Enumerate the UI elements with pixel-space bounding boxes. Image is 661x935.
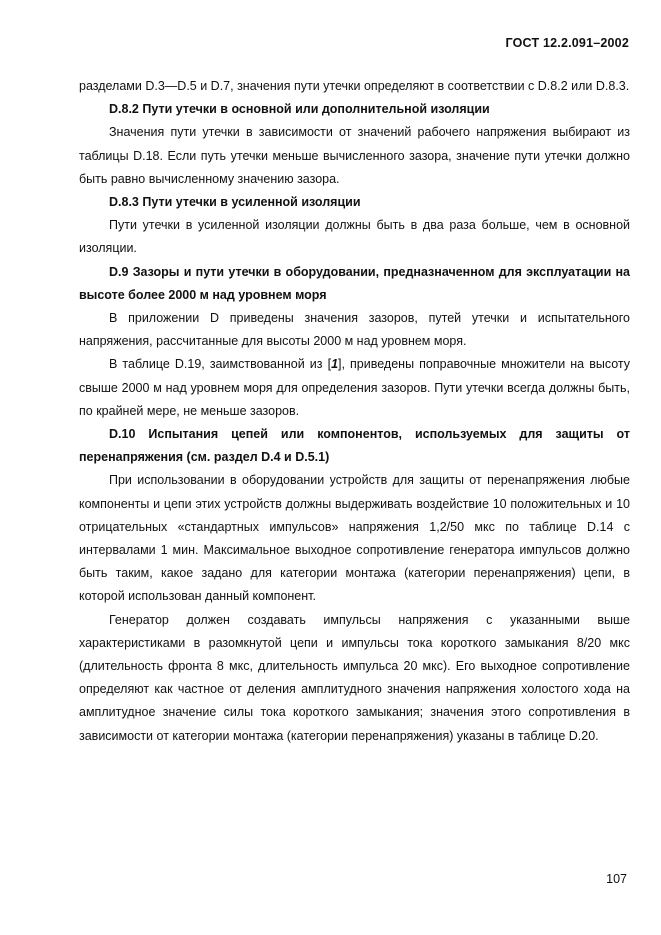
section-title: Испытания цепей или компонентов, используемых для защиты от перенапряжения (см. раздел D.4 и D.5.1) [79,427,630,465]
paragraph: В приложении D приведены значения зазоров, путей утечки и испытательного напряжения, рассчитанные для высоты 2000 м над уровнем моря. [79,311,630,349]
document-body [79,75,630,748]
section-title: Пути утечки в усиленной изоляции [142,195,361,210]
section-number: D.8.2 [109,102,139,117]
bibliography-reference: 1 [331,357,339,372]
document-header: ГОСТ 12.2.091–2002 [505,36,629,50]
section-heading-d10 [79,423,630,469]
paragraph: Генератор должен создавать импульсы напряжения с указанными выше характеристиками в разомкнутой цепи и импульсы тока короткого замыкания 8/20 мкс (длительность фронта 8 мкс, длительность импульса 20 мкс). Его выходное сопротивление определяют как частное от деления амплитудного значения напряжения холостого хода на амплитудное значение силы тока короткого замыкания; значения этого сопротивления в зависимости от категории монтажа (категории перенапряжения) указаны в таблице D.20. [79,612,630,743]
paragraph-continuation: разделами D.3—D.5 и D.7, значения пути утечки определяют в соответствии с D.8.2 или D.8.3. [79,79,630,93]
page-number: 107 [606,872,627,886]
section-number: D.8.3 [109,195,139,210]
paragraph: Пути утечки в усиленной изоляции должны быть в два раза больше, чем в основной изоляции. [79,218,630,256]
paragraph: При использовании в оборудовании устройств для защиты от перенапряжения любые компоненты и цепи этих устройств должны выдерживать воздействие 10 положительных и 10 отрицательных «стандартных импульсов» напряжения 1,2/50 мкс по таблице D.14 с интервалами 1 мин. Максимальное выходное сопротивление генератора импульсов должно быть таким, какое задано для категории монтажа (категории перенапряжения) цепи, в которой использован данный компонент. [79,473,630,604]
paragraph: В таблице D.19, заимствованной из [1], приведены поправочные множители на высоту свыше 2000 м над уровнем моря для определения зазоров. Пути утечки всегда должны быть, по крайней мере, не меньше зазоров. [79,357,630,418]
section-heading-d9 [79,261,630,307]
section-number: D.10 [109,427,136,442]
section-title: Пути утечки в основной или дополнительной изоляции [142,102,490,117]
section-heading-d8-2 [79,98,630,121]
section-number: D.9 [109,264,129,279]
section-heading-d8-3 [79,191,630,214]
paragraph: Значения пути утечки в зависимости от значений рабочего напряжения выбирают из таблицы D.18. Если путь утечки меньше вычисленного зазора, значение пути утечки должно быть равно вычисленному значению зазора. [79,125,630,186]
section-title: Зазоры и пути утечки в оборудовании, предназначенном для эксплуатации на высоте более 2000 м над уровнем моря [79,264,631,302]
